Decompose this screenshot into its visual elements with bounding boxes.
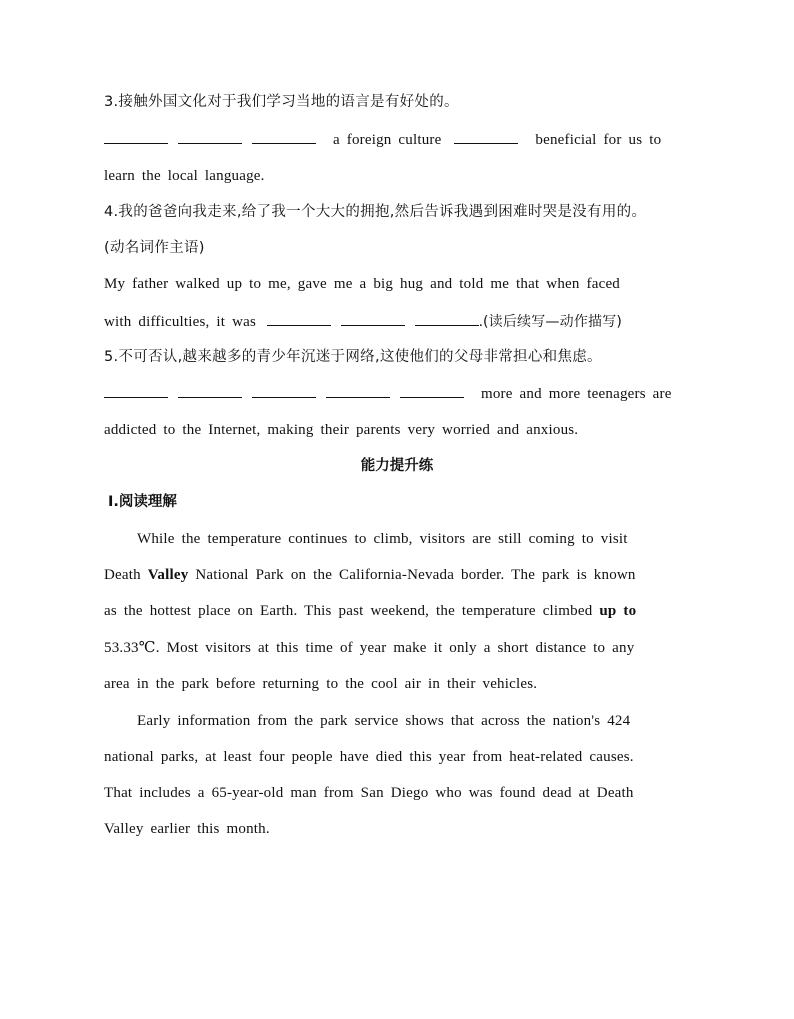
passage-p1-line-5	[104, 674, 704, 694]
q5-chinese-text: 5.不可否认,越来越多的青少年沉迷于网络,这使他们的父母非常担心和焦虑。	[104, 349, 602, 365]
answer-blank[interactable]	[252, 129, 316, 144]
q3-text-c: learn the local language.	[104, 168, 265, 184]
q3-text-b: beneficial for us to	[535, 132, 662, 148]
passage-text: While the temperature continues to climb, visitors are still coming to visit	[137, 531, 628, 547]
q4-hint-text: (动名词作主语)	[104, 240, 205, 256]
q5-english-line-2	[104, 420, 704, 440]
passage-text: as the hottest place on Earth. This past weekend, the temperature climbed	[104, 603, 593, 619]
passage-p2-line-2	[104, 747, 704, 767]
passage-text: 53.33℃. Most visitors at this time of year make it only a short distance to any	[104, 640, 635, 656]
passage-text: Early information from the park service shows that across the nation's 424	[137, 713, 631, 729]
answer-blank[interactable]	[104, 383, 168, 398]
passage-p1-line-2	[104, 565, 704, 585]
q3-text-a: a foreign culture	[332, 132, 442, 148]
passage-p1-line-1	[137, 529, 737, 549]
passage-p2-line-4	[104, 819, 704, 839]
q5-text-a: more and more teenagers are	[480, 386, 672, 402]
passage-text: Valley earlier this month.	[104, 821, 270, 837]
answer-blank[interactable]	[400, 383, 464, 398]
q5-text-b: addicted to the Internet, making their parents very worried and anxious.	[104, 422, 579, 438]
passage-p2-line-3	[104, 783, 704, 803]
answer-blank[interactable]	[341, 311, 405, 326]
answer-blank[interactable]	[178, 383, 242, 398]
reading-comprehension-heading: Ⅰ.阅读理解	[108, 494, 177, 510]
q4-chinese	[104, 202, 704, 222]
passage-text: Death	[104, 567, 141, 583]
q4-note: (读后续写—动作描写)	[482, 314, 623, 330]
answer-blank[interactable]	[267, 311, 331, 326]
passage-p1-line-4	[104, 638, 704, 658]
q3-chinese-text: 3.接触外国文化对于我们学习当地的语言是有好处的。	[104, 94, 459, 110]
answer-blank[interactable]	[252, 383, 316, 398]
passage-bold-text: Valley	[147, 567, 189, 583]
q5-english-line-1	[104, 383, 704, 404]
passage-text: National Park on the California-Nevada border. The park is known	[195, 567, 636, 583]
passage-text: area in the park before returning to the cool air in their vehicles.	[104, 676, 538, 692]
q4-hint	[104, 238, 704, 258]
q3-chinese	[104, 92, 704, 112]
q4-text-a: My father walked up to me, gave me a big hug and told me that when faced	[104, 276, 621, 292]
passage-p1-line-3	[104, 601, 704, 621]
passage-text: That includes a 65-year-old man from San Diego who was found dead at Death	[104, 785, 634, 801]
q4-text-b: with difficulties, it was	[104, 314, 257, 330]
q5-chinese	[104, 347, 704, 367]
q3-english-line-1	[104, 129, 704, 150]
section-title: 能力提升练	[360, 458, 434, 474]
answer-blank[interactable]	[326, 383, 390, 398]
passage-bold-text: up to	[599, 603, 637, 619]
q4-period: .	[479, 314, 483, 330]
passage-p2-line-1	[137, 711, 737, 731]
q4-chinese-text: 4.我的爸爸向我走来,给了我一个大大的拥抱,然后告诉我遇到困难时哭是没有用的。	[104, 204, 647, 220]
answer-blank[interactable]	[454, 129, 518, 144]
answer-blank[interactable]	[415, 311, 479, 326]
passage-text: national parks, at least four people have died this year from heat-related causes.	[104, 749, 634, 765]
answer-blank[interactable]	[178, 129, 242, 144]
answer-blank[interactable]	[104, 129, 168, 144]
q4-english-line-1	[104, 274, 704, 294]
q4-english-line-2	[104, 311, 704, 332]
q3-english-line-2	[104, 166, 704, 186]
